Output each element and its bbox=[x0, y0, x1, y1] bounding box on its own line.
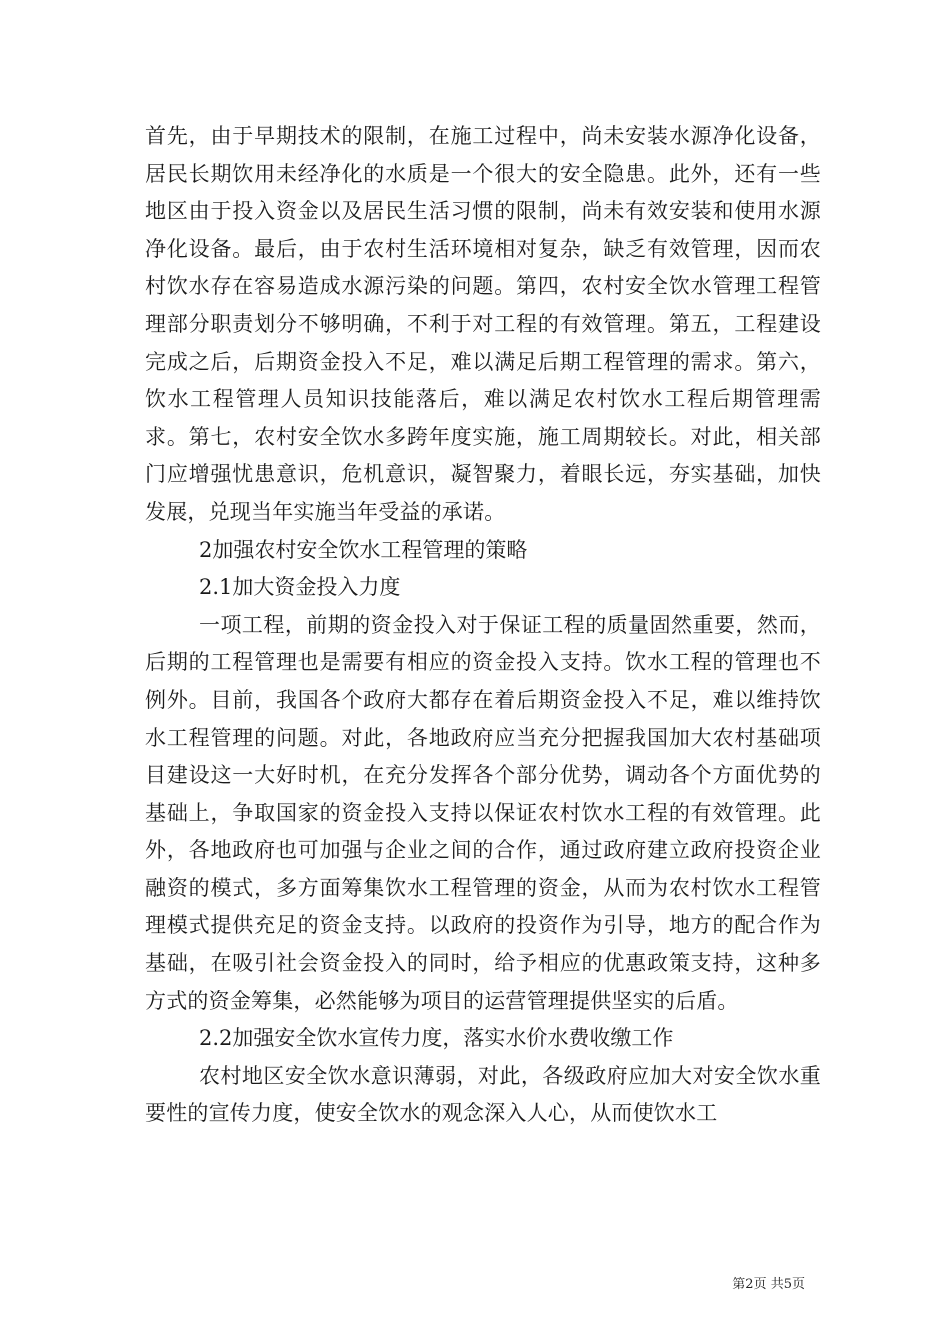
paragraph-funding: 一项工程，前期的资金投入对于保证工程的质量固然重要，然而，后期的工程管理也是需要有相应的资金投入支持。饮水工程的管理也不例外。目前，我国各个政府大都存在着后期资金投入不足，难以维持饮水工程管理的问题。对此，各地政府应当充分把握我国加大农村基础项目建设这一大好时机，在充分发挥各个部分优势，调动各个方面优势的基础上，争取国家的资金投入支持以保证农村饮水工程的有效管理。此外，各地政府也可加强与企业之间的合作，通过政府建立政府投资企业融资的模式，多方面筹集饮水工程管理的资金，从而为农村饮水工程管理模式提供充足的资金支持。以政府的投资作为引导，地方的配合作为基础，在吸引社会资金投入的同时，给予相应的优惠政策支持，这种多方式的资金筹集，必然能够为项目的运营管理提供坚实的后盾。 bbox=[145, 612, 821, 1013]
footer-middle: 页 共 bbox=[753, 1277, 784, 1292]
paragraph-publicity: 农村地区安全饮水意识薄弱，对此，各级政府应加大对安全饮水重要性的宣传力度，使安全饮水的观念深入人心，从而使饮水工 bbox=[145, 1063, 821, 1126]
subsection-heading-2-2: 2.2加强安全饮水宣传力度，落实水价水费收缴工作 bbox=[199, 1026, 674, 1051]
section-heading-2: 2加强农村安全饮水工程管理的策略 bbox=[199, 537, 528, 562]
footer-suffix: 页 bbox=[791, 1277, 805, 1292]
paragraph-problems: 首先，由于早期技术的限制，在施工过程中，尚未安装水源净化设备，居民长期饮用未经净化的水质是一个很大的安全隐患。此外，还有一些地区由于投入资金以及居民生活习惯的限制，尚未有效安装和使用水源净化设备。最后，由于农村生活环境相对复杂，缺乏有效管理，因而农村饮水存在容易造成水源污染的问题。第四，农村安全饮水管理工程管理部分职责划分不够明确，不利于对工程的有效管理。第五，工程建设完成之后，后期资金投入不足，难以满足后期工程管理的需求。第六，饮水工程管理人员知识技能落后，难以满足农村饮水工程后期管理需求。第七，农村安全饮水多跨年度实施，施工周期较长。对此，相关部门应增强忧患意识，危机意识，凝智聚力，着眼长远，夯实基础，加快发展，兑现当年实施当年受益的承诺。 bbox=[145, 124, 821, 524]
footer-total-pages: 5 bbox=[783, 1277, 792, 1292]
subsection-heading-2-1: 2.1加大资金投入力度 bbox=[199, 575, 401, 600]
document-body bbox=[145, 118, 821, 1133]
page-footer bbox=[732, 1276, 805, 1294]
footer-prefix: 第 bbox=[732, 1277, 746, 1292]
footer-current-page: 2 bbox=[745, 1277, 754, 1292]
